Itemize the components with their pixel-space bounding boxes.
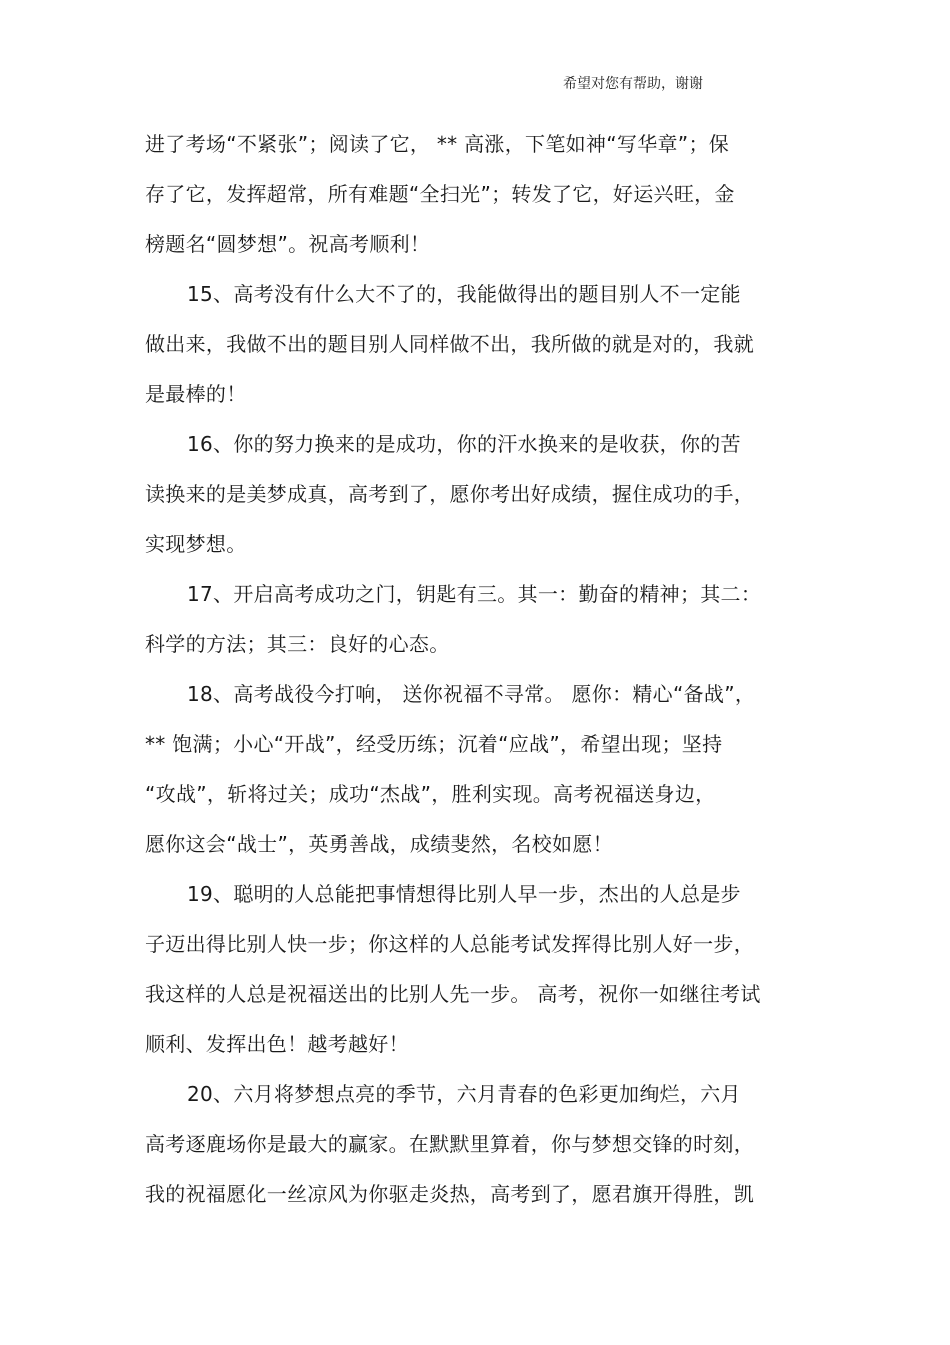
text-line: 是最棒的！ — [145, 382, 247, 406]
text-line: 高考逐鹿场你是最大的赢家。在默默里算着，你与梦想交锋的时刻， — [145, 1132, 754, 1156]
text-line: 进了考场“不紧张”；阅读了它， ** 高涨，下笔如神“写华章”；保 — [145, 132, 730, 156]
text-line: 20、六月将梦想点亮的季节，六月青春的色彩更加绚烂，六月 — [187, 1082, 741, 1106]
text-line: 顺利、发挥出色！越考越好！ — [145, 1032, 409, 1056]
text-line: 存了它，发挥超常，所有难题“全扫光”；转发了它，好运兴旺，金 — [145, 182, 735, 206]
text-line: 我这样的人总是祝福送出的比别人先一步。 高考，祝你一如继往考试 — [145, 982, 761, 1006]
text-line: 做出来，我做不出的题目别人同样做不出，我所做的就是对的，我就 — [145, 332, 754, 356]
text-line: 榜题名“圆梦想”。祝高考顺利！ — [145, 232, 431, 256]
text-line: 19、聪明的人总能把事情想得比别人早一步，杰出的人总是步 — [187, 882, 741, 906]
text-line: 愿你这会“战士”，英勇善战，成绩斐然，名校如愿！ — [145, 832, 613, 856]
text-line: 16、你的努力换来的是成功，你的汗水换来的是收获，你的苦 — [187, 432, 741, 456]
text-line: 科学的方法；其三：良好的心态。 — [145, 632, 450, 656]
text-line: 读换来的是美梦成真，高考到了，愿你考出好成绩，握住成功的手， — [145, 482, 754, 506]
document-body — [145, 126, 805, 1226]
text-line: 18、高考战役今打响， 送你祝福不寻常。 愿你：精心“备战”， — [187, 682, 756, 706]
text-line: 我的祝福愿化一丝凉风为你驱走炎热，高考到了，愿君旗开得胜，凯 — [145, 1182, 754, 1206]
text-line: 17、开启高考成功之门，钥匙有三。其一：勤奋的精神；其二： — [187, 582, 762, 606]
text-line: 实现梦想。 — [145, 532, 247, 556]
page-header: 希望对您有帮助，谢谢 — [563, 76, 703, 92]
text-line: 子迈出得比别人快一步；你这样的人总能考试发挥得比别人好一步， — [145, 932, 754, 956]
text-line: “攻战”，斩将过关；成功“杰战”，胜利实现。高考祝福送身边， — [145, 782, 716, 806]
text-line: 15、高考没有什么大不了的，我能做得出的题目别人不一定能 — [187, 282, 741, 306]
text-line: ** 饱满；小心“开战”，经受历练；沉着“应战”，希望出现；坚持 — [145, 732, 723, 756]
